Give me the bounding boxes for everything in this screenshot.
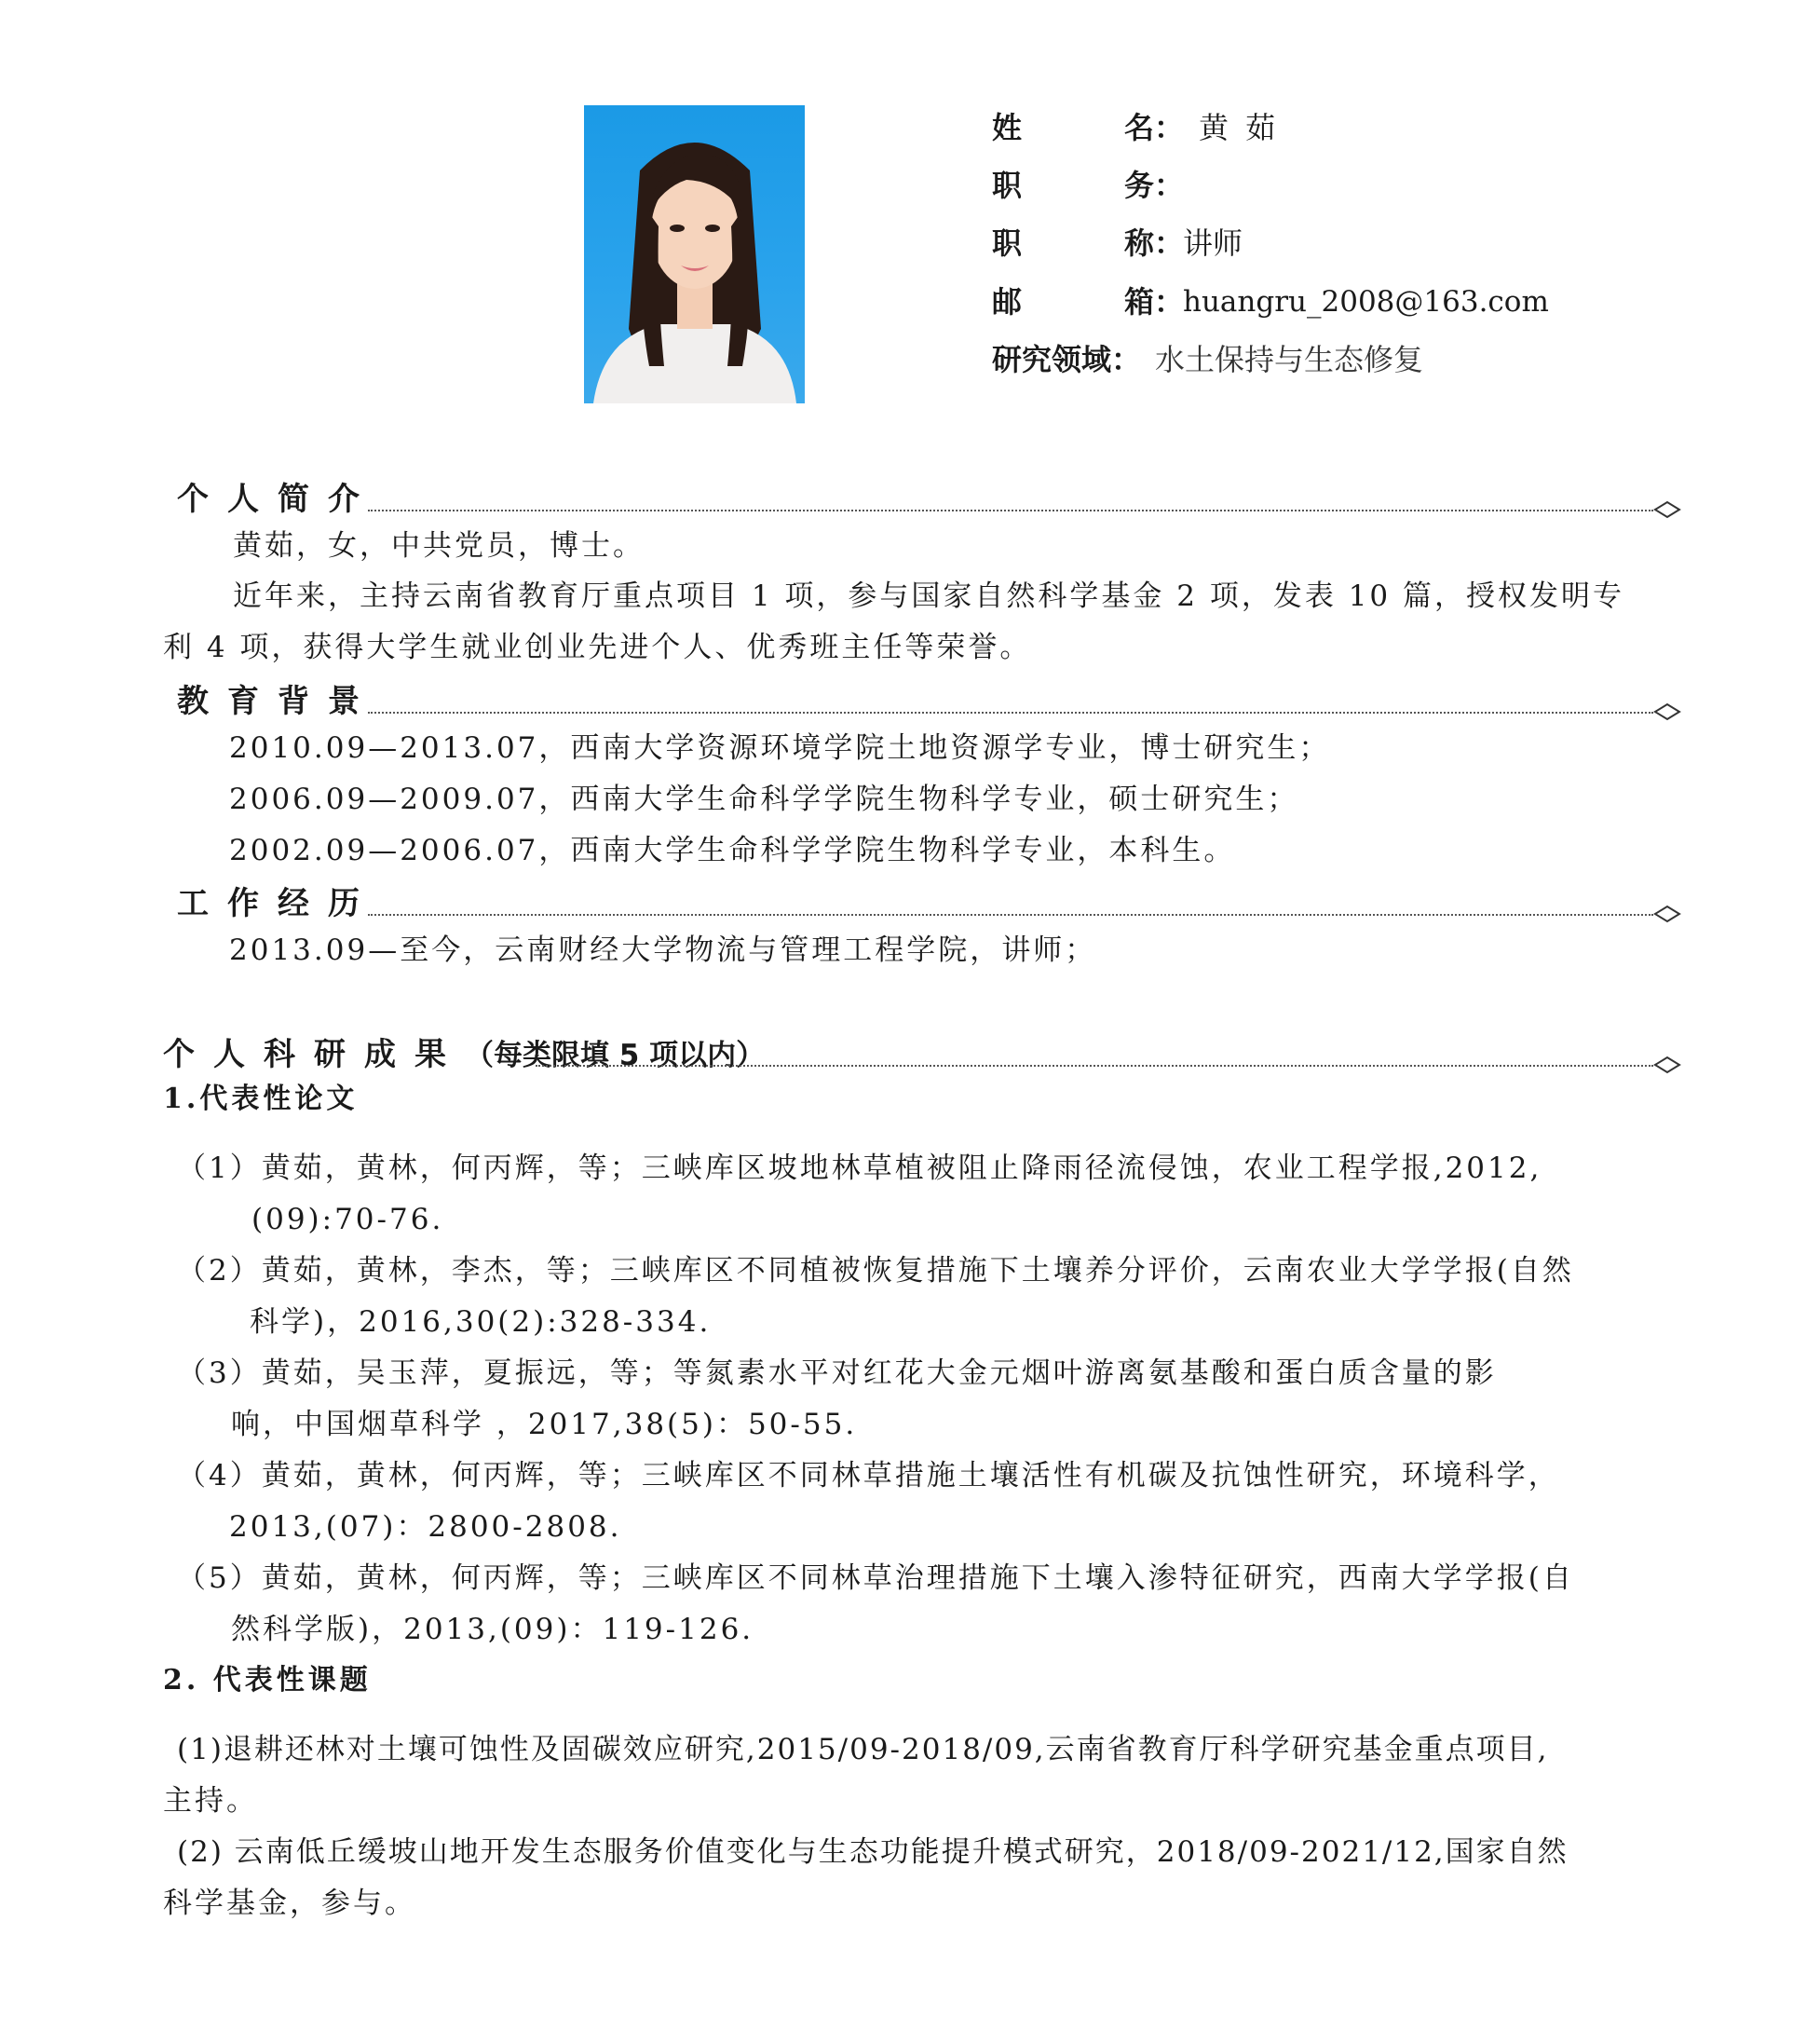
email-value: huangru_2008@163.com [1183, 285, 1549, 319]
intro-line: 黄茹，女，中共党员，博士。 [233, 529, 645, 563]
project-line: (2) 云南低丘缓坡山地开发生态服务价值变化与生态功能提升模式研究，2018/09-2021/12,国家自然 [177, 1835, 1569, 1869]
intro-line: 近年来，主持云南省教育厅重点项目 1 项，参与国家自然科学基金 2 项，发表 10 篇，授权发明专 [233, 579, 1625, 613]
section-research-heading [163, 1036, 1681, 1073]
profile-photo [584, 105, 805, 403]
section-title: 教育背景 [177, 683, 378, 720]
name-label-2: 名： [1124, 110, 1185, 145]
diamond-icon [1653, 1056, 1681, 1074]
title-label-2: 称： [1124, 225, 1185, 261]
email-label-1: 邮 [992, 284, 1023, 320]
diamond-icon [1653, 702, 1681, 721]
post-row [992, 167, 1551, 204]
paper-line: （4）黄茹，黄林，何丙辉，等；三峡库区不同林草措施土壤活性有机碳及抗蚀性研究，环境科学， [177, 1459, 1560, 1492]
section-title: 个人简介 [177, 481, 378, 518]
projects-title: 2. 代表性课题 [163, 1664, 372, 1697]
title-label-1: 职 [992, 225, 1023, 261]
portrait-illustration [584, 105, 805, 403]
paper-line: （1）黄茹，黄林，何丙辉，等；三峡库区坡地林草植被阻止降雨径流侵蚀，农业工程学报,2012, [177, 1151, 1542, 1185]
dotted-rule [368, 914, 1653, 916]
title-value: 讲师 [1183, 225, 1243, 261]
section-work-heading [177, 885, 1681, 922]
dotted-rule [368, 510, 1653, 511]
section-education-heading [177, 683, 1681, 720]
paper-line: （2）黄茹，黄林，李杰，等；三峡库区不同植被恢复措施下土壤养分评价，云南农业大学学报(自然 [177, 1254, 1574, 1288]
paper-line: 2013,(07)：2800-2808. [229, 1510, 622, 1544]
post-label-1: 职 [992, 168, 1023, 203]
field-row [992, 341, 1551, 378]
research-heading: 个人科研成果 [163, 1036, 465, 1073]
dotted-rule [536, 1065, 1653, 1067]
section-title [163, 1036, 765, 1074]
project-line: 科学基金，参与。 [163, 1887, 416, 1920]
paper-line: 响，中国烟草科学 ，2017,38(5)：50-55. [231, 1408, 858, 1441]
work-line: 2013.09—至今，云南财经大学物流与管理工程学院，讲师； [229, 933, 1097, 967]
diamond-icon [1653, 500, 1681, 519]
diamond-icon [1653, 905, 1681, 923]
name-value: 黄 茹 [1199, 110, 1280, 145]
field-value: 水土保持与生态修复 [1155, 342, 1424, 377]
section-title: 工作经历 [177, 885, 378, 922]
project-line: (1)退耕还林对土壤可蚀性及固碳效应研究,2015/09-2018/09,云南省教育厅科学研究基金重点项目, [177, 1733, 1549, 1766]
name-row [992, 109, 1551, 146]
paper-line: (09):70-76. [251, 1203, 444, 1236]
education-line: 2002.09—2006.07，西南大学生命科学学院生物科学专业，本科生。 [229, 834, 1236, 867]
post-label-2: 务： [1124, 168, 1185, 203]
field-label: 研究领域： [992, 342, 1142, 377]
education-line: 2006.09—2009.07，西南大学生命科学学院生物科学专业，硕士研究生； [229, 783, 1299, 816]
title-row [992, 225, 1551, 262]
project-line: 主持。 [163, 1784, 258, 1818]
email-label-2: 箱： [1124, 284, 1185, 320]
dotted-rule [368, 712, 1653, 714]
education-line: 2010.09—2013.07，西南大学资源环境学院土地资源学专业，博士研究生； [229, 731, 1331, 765]
section-intro-heading [177, 481, 1681, 518]
paper-line: （3）黄茹，吴玉萍，夏振远，等；等氮素水平对红花大金元烟叶游离氨基酸和蛋白质含量的影 [177, 1356, 1497, 1390]
name-label-1: 姓 [992, 110, 1023, 145]
intro-line: 利 4 项，获得大学生就业创业先进个人、优秀班主任等荣誉。 [163, 631, 1032, 664]
research-heading-note: （每类限填 5 项以内） [465, 1039, 766, 1072]
email-row [992, 283, 1551, 320]
papers-title: 1.代表性论文 [163, 1083, 359, 1115]
paper-line: 然科学版)，2013,(09)：119-126. [231, 1613, 754, 1646]
paper-line: 科学)，2016,30(2):328-334. [250, 1305, 712, 1339]
paper-line: （5）黄茹，黄林，何丙辉，等；三峡库区不同林草治理措施下土壤入渗特征研究，西南大学学报(自 [177, 1561, 1574, 1595]
